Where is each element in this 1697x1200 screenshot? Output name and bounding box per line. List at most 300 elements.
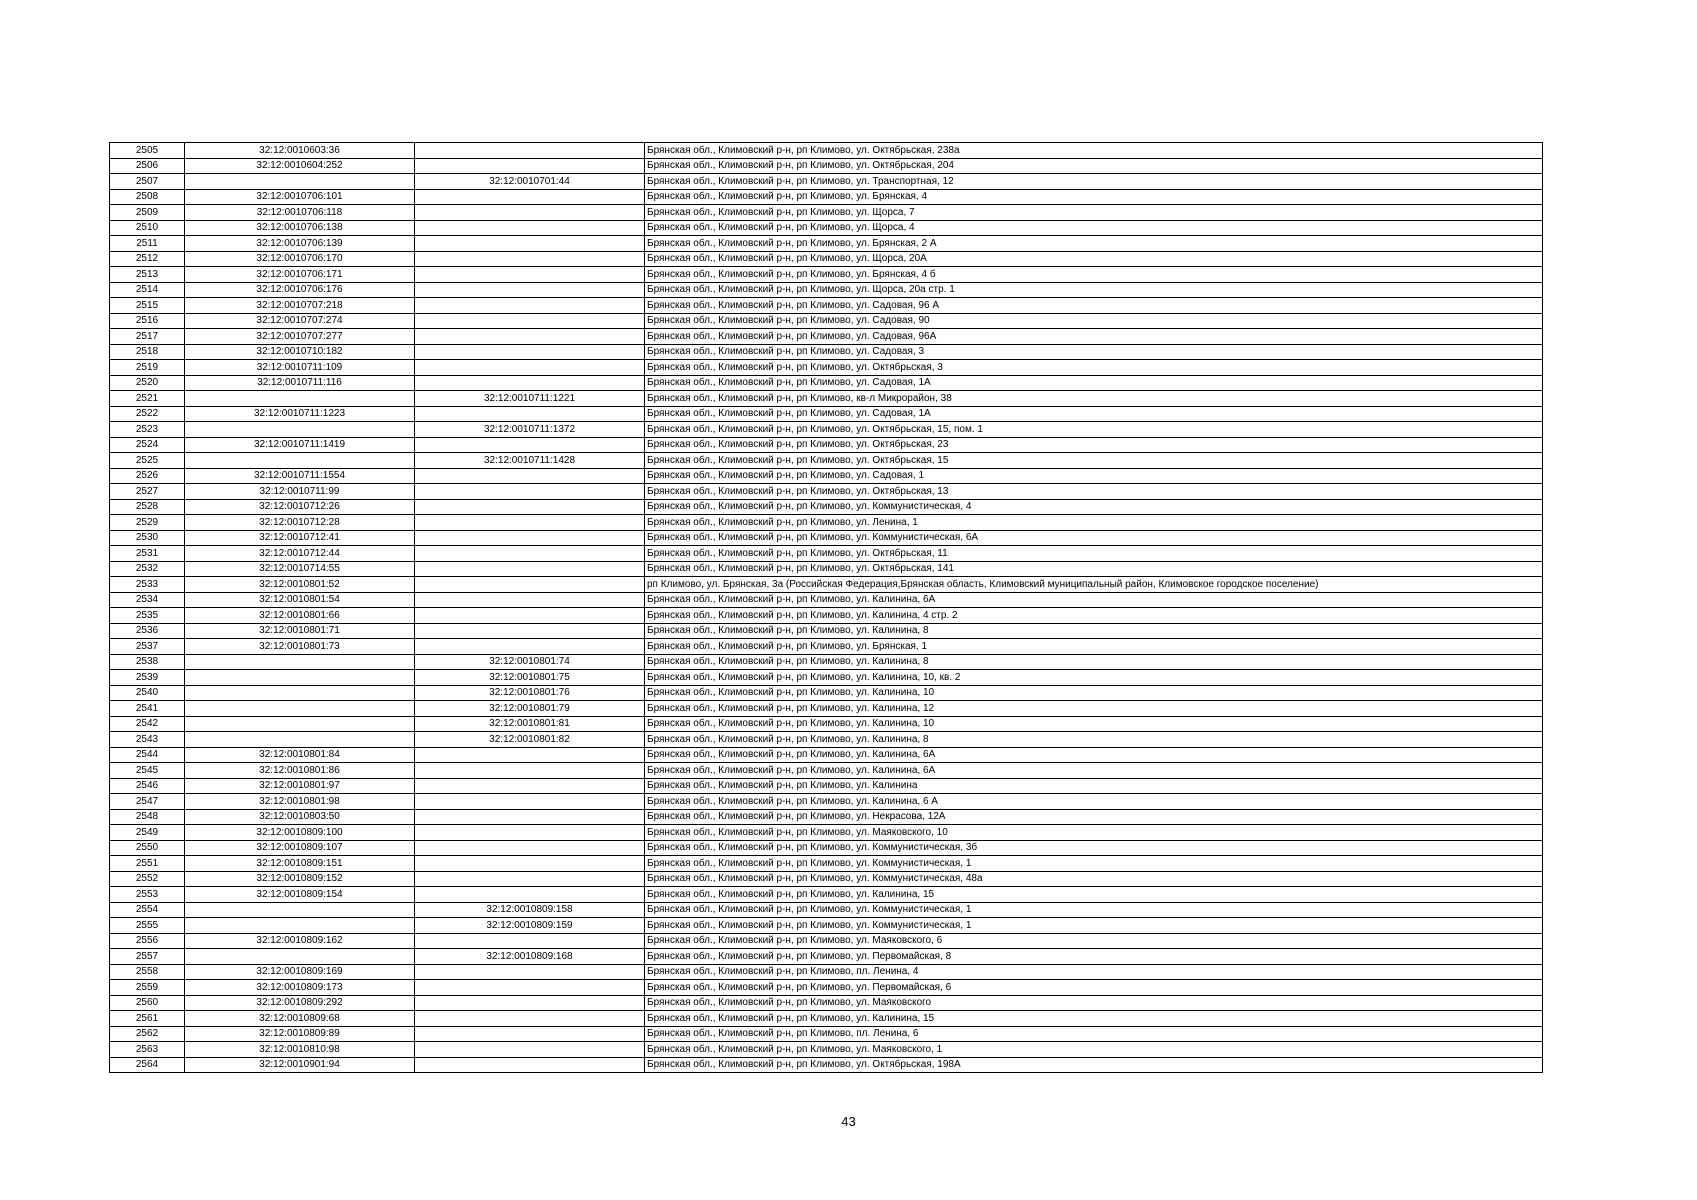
table-row (110, 577, 1543, 593)
address-cell: Брянская обл., Климовский р-н, рп Климово, кв-л Микрорайон, 38 (645, 391, 1543, 407)
row-number-cell: 2526 (110, 468, 185, 484)
row-number-cell: 2549 (110, 825, 185, 841)
row-number-cell: 2527 (110, 484, 185, 500)
cadastral-number-cell: 32:12:0010712:44 (185, 546, 415, 562)
cadastral-number-cell: 32:12:0010706:138 (185, 220, 415, 236)
cadastral-number-cell (185, 716, 415, 732)
table-row (110, 453, 1543, 469)
address-cell: рп Климово, ул. Брянская, 3а (Российская Федерация,Брянская область, Климовский муниципальный район, Климовское городское поселение) (645, 577, 1543, 593)
table-row (110, 856, 1543, 872)
cadastral-number-alt-cell (415, 189, 645, 205)
row-number-cell: 2510 (110, 220, 185, 236)
row-number-cell: 2509 (110, 205, 185, 221)
cadastral-number-alt-cell (415, 964, 645, 980)
address-cell: Брянская обл., Климовский р-н, рп Климово, ул. Садовая, 96 А (645, 298, 1543, 314)
cadastral-number-alt-cell (415, 561, 645, 577)
cadastral-number-cell: 32:12:0010801:86 (185, 763, 415, 779)
cadastral-number-cell (185, 902, 415, 918)
table-row (110, 871, 1543, 887)
address-cell: Брянская обл., Климовский р-н, рп Климово, ул. Калинина (645, 778, 1543, 794)
table-row (110, 592, 1543, 608)
cadastral-number-cell: 32:12:0010801:97 (185, 778, 415, 794)
row-number-cell: 2540 (110, 685, 185, 701)
cadastral-number-alt-cell: 32:12:0010801:79 (415, 701, 645, 717)
table-row (110, 329, 1543, 345)
cadastral-number-alt-cell (415, 143, 645, 159)
table-row (110, 205, 1543, 221)
row-number-cell: 2554 (110, 902, 185, 918)
cadastral-number-alt-cell: 32:12:0010809:168 (415, 949, 645, 965)
address-cell: Брянская обл., Климовский р-н, рп Климово, ул. Октябрьская, 3 (645, 360, 1543, 376)
table-row (110, 685, 1543, 701)
cadastral-number-alt-cell (415, 344, 645, 360)
row-number-cell: 2542 (110, 716, 185, 732)
row-number-cell: 2563 (110, 1042, 185, 1058)
cadastral-number-cell: 32:12:0010801:84 (185, 747, 415, 763)
cadastral-number-alt-cell (415, 871, 645, 887)
address-cell: Брянская обл., Климовский р-н, рп Климово, ул. Октябрьская, 204 (645, 158, 1543, 174)
address-cell: Брянская обл., Климовский р-н, рп Климово, ул. Коммунистическая, 3б (645, 840, 1543, 856)
cadastral-number-cell: 32:12:0010706:118 (185, 205, 415, 221)
table-row (110, 639, 1543, 655)
cadastral-number-cell: 32:12:0010809:107 (185, 840, 415, 856)
row-number-cell: 2520 (110, 375, 185, 391)
row-number-cell: 2548 (110, 809, 185, 825)
table-row (110, 608, 1543, 624)
row-number-cell: 2551 (110, 856, 185, 872)
cadastral-number-alt-cell: 32:12:0010801:82 (415, 732, 645, 748)
address-cell: Брянская обл., Климовский р-н, рп Климово, ул. Маяковского, 1 (645, 1042, 1543, 1058)
cadastral-number-alt-cell (415, 592, 645, 608)
row-number-cell: 2536 (110, 623, 185, 639)
table-row (110, 887, 1543, 903)
table-row (110, 530, 1543, 546)
table-row (110, 468, 1543, 484)
cadastral-number-alt-cell (415, 220, 645, 236)
cadastral-number-alt-cell (415, 1042, 645, 1058)
cadastral-number-cell: 32:12:0010801:73 (185, 639, 415, 655)
cadastral-number-alt-cell (415, 313, 645, 329)
cadastral-number-alt-cell (415, 499, 645, 515)
cadastral-number-alt-cell (415, 747, 645, 763)
cadastral-number-alt-cell (415, 1011, 645, 1027)
cadastral-number-cell: 32:12:0010809:169 (185, 964, 415, 980)
table-row (110, 344, 1543, 360)
cadastral-number-alt-cell (415, 887, 645, 903)
row-number-cell: 2558 (110, 964, 185, 980)
cadastral-number-cell: 32:12:0010809:151 (185, 856, 415, 872)
cadastral-number-alt-cell (415, 360, 645, 376)
table-row (110, 716, 1543, 732)
address-cell: Брянская обл., Климовский р-н, рп Климово, ул. Садовая, 3 (645, 344, 1543, 360)
cadastral-number-alt-cell (415, 298, 645, 314)
address-cell: Брянская обл., Климовский р-н, рп Климово, ул. Октябрьская, 11 (645, 546, 1543, 562)
address-cell: Брянская обл., Климовский р-н, рп Климово, ул. Октябрьская, 13 (645, 484, 1543, 500)
row-number-cell: 2546 (110, 778, 185, 794)
address-cell: Брянская обл., Климовский р-н, рп Климово, ул. Садовая, 1А (645, 406, 1543, 422)
cadastral-number-cell: 32:12:0010801:66 (185, 608, 415, 624)
cadastral-number-cell (185, 174, 415, 190)
row-number-cell: 2564 (110, 1057, 185, 1073)
row-number-cell: 2544 (110, 747, 185, 763)
address-cell: Брянская обл., Климовский р-н, рп Климово, ул. Брянская, 4 б (645, 267, 1543, 283)
table-row (110, 422, 1543, 438)
row-number-cell: 2539 (110, 670, 185, 686)
address-cell: Брянская обл., Климовский р-н, рп Климово, ул. Октябрьская, 15 (645, 453, 1543, 469)
page-number: 43 (841, 1114, 856, 1129)
row-number-cell: 2521 (110, 391, 185, 407)
table-row (110, 437, 1543, 453)
table-row (110, 623, 1543, 639)
table-row (110, 143, 1543, 159)
cadastral-number-alt-cell (415, 515, 645, 531)
row-number-cell: 2525 (110, 453, 185, 469)
row-number-cell: 2518 (110, 344, 185, 360)
cadastral-number-cell: 32:12:0010809:68 (185, 1011, 415, 1027)
cadastral-number-alt-cell (415, 530, 645, 546)
cadastral-number-cell: 32:12:0010710:182 (185, 344, 415, 360)
row-number-cell: 2553 (110, 887, 185, 903)
table-row (110, 1026, 1543, 1042)
row-number-cell: 2552 (110, 871, 185, 887)
cadastral-number-cell: 32:12:0010809:100 (185, 825, 415, 841)
table-row (110, 515, 1543, 531)
cadastral-number-cell: 32:12:0010604:252 (185, 158, 415, 174)
cadastral-number-alt-cell (415, 236, 645, 252)
address-cell: Брянская обл., Климовский р-н, рп Климово, ул. Щорса, 20А (645, 251, 1543, 267)
cadastral-number-cell: 32:12:0010603:36 (185, 143, 415, 159)
row-number-cell: 2535 (110, 608, 185, 624)
cadastral-number-cell: 32:12:0010809:89 (185, 1026, 415, 1042)
cadastral-number-cell: 32:12:0010809:173 (185, 980, 415, 996)
address-cell: Брянская обл., Климовский р-н, рп Климово, ул. Маяковского (645, 995, 1543, 1011)
cadastral-number-alt-cell (415, 608, 645, 624)
cadastral-number-cell (185, 670, 415, 686)
row-number-cell: 2519 (110, 360, 185, 376)
table-row (110, 747, 1543, 763)
address-cell: Брянская обл., Климовский р-н, рп Климово, ул. Октябрьская, 238а (645, 143, 1543, 159)
cadastral-number-cell: 32:12:0010706:176 (185, 282, 415, 298)
table-row (110, 236, 1543, 252)
table-row (110, 654, 1543, 670)
cadastral-number-alt-cell (415, 205, 645, 221)
cadastral-number-alt-cell (415, 251, 645, 267)
cadastral-number-alt-cell (415, 639, 645, 655)
table-row (110, 778, 1543, 794)
row-number-cell: 2514 (110, 282, 185, 298)
table-row (110, 499, 1543, 515)
address-cell: Брянская обл., Климовский р-н, рп Климово, ул. Калинина, 12 (645, 701, 1543, 717)
cadastral-number-alt-cell (415, 995, 645, 1011)
address-cell: Брянская обл., Климовский р-н, рп Климово, ул. Брянская, 4 (645, 189, 1543, 205)
cadastral-number-cell (185, 918, 415, 934)
cadastral-number-alt-cell (415, 856, 645, 872)
row-number-cell: 2557 (110, 949, 185, 965)
address-cell: Брянская обл., Климовский р-н, рп Климово, пл. Ленина, 4 (645, 964, 1543, 980)
cadastral-number-cell: 32:12:0010712:28 (185, 515, 415, 531)
cadastral-number-alt-cell (415, 1057, 645, 1073)
row-number-cell: 2522 (110, 406, 185, 422)
cadastral-number-cell: 32:12:0010706:170 (185, 251, 415, 267)
cadastral-number-cell: 32:12:0010801:54 (185, 592, 415, 608)
cadastral-number-alt-cell: 32:12:0010711:1428 (415, 453, 645, 469)
table-row (110, 313, 1543, 329)
cadastral-number-cell: 32:12:0010712:41 (185, 530, 415, 546)
cadastral-number-alt-cell (415, 546, 645, 562)
cadastral-number-alt-cell (415, 623, 645, 639)
address-cell: Брянская обл., Климовский р-н, рп Климово, ул. Садовая, 1А (645, 375, 1543, 391)
cadastral-number-cell (185, 701, 415, 717)
records-table (109, 142, 1543, 1073)
cadastral-number-cell: 32:12:0010707:274 (185, 313, 415, 329)
row-number-cell: 2508 (110, 189, 185, 205)
cadastral-number-cell (185, 732, 415, 748)
row-number-cell: 2560 (110, 995, 185, 1011)
cadastral-number-alt-cell: 32:12:0010801:76 (415, 685, 645, 701)
cadastral-number-cell: 32:12:0010711:1223 (185, 406, 415, 422)
table-row (110, 763, 1543, 779)
table-row (110, 484, 1543, 500)
cadastral-number-alt-cell: 32:12:0010801:81 (415, 716, 645, 732)
address-cell: Брянская обл., Климовский р-н, рп Климово, ул. Первомайская, 6 (645, 980, 1543, 996)
cadastral-number-alt-cell: 32:12:0010701:44 (415, 174, 645, 190)
row-number-cell: 2517 (110, 329, 185, 345)
address-cell: Брянская обл., Климовский р-н, рп Климово, ул. Калинина, 15 (645, 1011, 1543, 1027)
row-number-cell: 2507 (110, 174, 185, 190)
cadastral-number-alt-cell (415, 840, 645, 856)
table-row (110, 809, 1543, 825)
table-row (110, 933, 1543, 949)
row-number-cell: 2506 (110, 158, 185, 174)
row-number-cell: 2523 (110, 422, 185, 438)
address-cell: Брянская обл., Климовский р-н, рп Климово, ул. Калинина, 6А (645, 592, 1543, 608)
cadastral-number-alt-cell: 32:12:0010809:158 (415, 902, 645, 918)
address-cell: Брянская обл., Климовский р-н, рп Климово, ул. Садовая, 1 (645, 468, 1543, 484)
table-row (110, 360, 1543, 376)
cadastral-number-cell: 32:12:0010809:162 (185, 933, 415, 949)
row-number-cell: 2541 (110, 701, 185, 717)
address-cell: Брянская обл., Климовский р-н, рп Климово, ул. Щорса, 7 (645, 205, 1543, 221)
address-cell: Брянская обл., Климовский р-н, рп Климово, ул. Октябрьская, 23 (645, 437, 1543, 453)
records-table-body (110, 143, 1543, 1073)
cadastral-number-cell (185, 391, 415, 407)
row-number-cell: 2545 (110, 763, 185, 779)
cadastral-number-cell: 32:12:0010711:1554 (185, 468, 415, 484)
cadastral-number-cell: 32:12:0010711:99 (185, 484, 415, 500)
address-cell: Брянская обл., Климовский р-н, рп Климово, ул. Калинина, 8 (645, 623, 1543, 639)
cadastral-number-alt-cell (415, 577, 645, 593)
address-cell: Брянская обл., Климовский р-н, рп Климово, ул. Коммунистическая, 4 (645, 499, 1543, 515)
table-row (110, 825, 1543, 841)
row-number-cell: 2516 (110, 313, 185, 329)
address-cell: Брянская обл., Климовский р-н, рп Климово, ул. Коммунистическая, 6А (645, 530, 1543, 546)
table-row (110, 158, 1543, 174)
cadastral-number-alt-cell (415, 468, 645, 484)
address-cell: Брянская обл., Климовский р-н, рп Климово, ул. Калинина, 6А (645, 747, 1543, 763)
row-number-cell: 2555 (110, 918, 185, 934)
table-row (110, 670, 1543, 686)
cadastral-number-cell: 32:12:0010706:171 (185, 267, 415, 283)
address-cell: Брянская обл., Климовский р-н, рп Климово, ул. Калинина, 15 (645, 887, 1543, 903)
cadastral-number-cell: 32:12:0010809:154 (185, 887, 415, 903)
table-row (110, 391, 1543, 407)
table-row (110, 189, 1543, 205)
row-number-cell: 2559 (110, 980, 185, 996)
address-cell: Брянская обл., Климовский р-н, рп Климово, ул. Калинина, 10 (645, 716, 1543, 732)
row-number-cell: 2550 (110, 840, 185, 856)
cadastral-number-cell: 32:12:0010809:292 (185, 995, 415, 1011)
cadastral-number-alt-cell (415, 825, 645, 841)
address-cell: Брянская обл., Климовский р-н, рп Климово, ул. Октябрьская, 15, пом. 1 (645, 422, 1543, 438)
table-row (110, 794, 1543, 810)
row-number-cell: 2547 (110, 794, 185, 810)
table-row (110, 701, 1543, 717)
table-row (110, 561, 1543, 577)
cadastral-number-cell (185, 453, 415, 469)
cadastral-number-alt-cell (415, 158, 645, 174)
cadastral-number-alt-cell: 32:12:0010801:74 (415, 654, 645, 670)
address-cell: Брянская обл., Климовский р-н, рп Климово, ул. Ленина, 1 (645, 515, 1543, 531)
cadastral-number-alt-cell (415, 329, 645, 345)
cadastral-number-cell: 32:12:0010901:94 (185, 1057, 415, 1073)
address-cell: Брянская обл., Климовский р-н, рп Климово, ул. Маяковского, 10 (645, 825, 1543, 841)
address-cell: Брянская обл., Климовский р-н, рп Климово, ул. Калинина, 10, кв. 2 (645, 670, 1543, 686)
address-cell: Брянская обл., Климовский р-н, рп Климово, ул. Щорса, 20а стр. 1 (645, 282, 1543, 298)
table-row (110, 375, 1543, 391)
address-cell: Брянская обл., Климовский р-н, рп Климово, ул. Калинина, 6А (645, 763, 1543, 779)
row-number-cell: 2528 (110, 499, 185, 515)
table-row (110, 1011, 1543, 1027)
table-row (110, 298, 1543, 314)
cadastral-number-alt-cell (415, 406, 645, 422)
row-number-cell: 2513 (110, 267, 185, 283)
row-number-cell: 2532 (110, 561, 185, 577)
table-row (110, 949, 1543, 965)
address-cell: Брянская обл., Климовский р-н, рп Климово, ул. Калинина, 8 (645, 732, 1543, 748)
cadastral-number-cell: 32:12:0010714:55 (185, 561, 415, 577)
address-cell: Брянская обл., Климовский р-н, рп Климово, ул. Транспортная, 12 (645, 174, 1543, 190)
row-number-cell: 2533 (110, 577, 185, 593)
address-cell: Брянская обл., Климовский р-н, рп Климово, ул. Брянская, 2 А (645, 236, 1543, 252)
row-number-cell: 2530 (110, 530, 185, 546)
address-cell: Брянская обл., Климовский р-н, рп Климово, ул. Октябрьская, 198А (645, 1057, 1543, 1073)
cadastral-number-cell: 32:12:0010801:71 (185, 623, 415, 639)
row-number-cell: 2543 (110, 732, 185, 748)
table-row (110, 546, 1543, 562)
cadastral-number-cell: 32:12:0010712:26 (185, 499, 415, 515)
address-cell: Брянская обл., Климовский р-н, рп Климово, ул. Коммунистическая, 1 (645, 918, 1543, 934)
table-row (110, 251, 1543, 267)
address-cell: Брянская обл., Климовский р-н, рп Климово, ул. Некрасова, 12А (645, 809, 1543, 825)
address-cell: Брянская обл., Климовский р-н, рп Климово, ул. Калинина, 8 (645, 654, 1543, 670)
cadastral-number-cell: 32:12:0010707:277 (185, 329, 415, 345)
cadastral-number-alt-cell: 32:12:0010711:1372 (415, 422, 645, 438)
address-cell: Брянская обл., Климовский р-н, рп Климово, ул. Коммунистическая, 1 (645, 902, 1543, 918)
row-number-cell: 2537 (110, 639, 185, 655)
cadastral-number-alt-cell: 32:12:0010801:75 (415, 670, 645, 686)
cadastral-number-cell (185, 685, 415, 701)
address-cell: Брянская обл., Климовский р-н, рп Климово, ул. Октябрьская, 141 (645, 561, 1543, 577)
cadastral-number-cell (185, 949, 415, 965)
cadastral-number-cell: 32:12:0010711:109 (185, 360, 415, 376)
address-cell: Брянская обл., Климовский р-н, рп Климово, ул. Коммунистическая, 48а (645, 871, 1543, 887)
address-cell: Брянская обл., Климовский р-н, рп Климово, ул. Маяковского, 6 (645, 933, 1543, 949)
cadastral-number-alt-cell: 32:12:0010711:1221 (415, 391, 645, 407)
address-cell: Брянская обл., Климовский р-н, рп Климово, ул. Коммунистическая, 1 (645, 856, 1543, 872)
cadastral-number-cell: 32:12:0010711:116 (185, 375, 415, 391)
row-number-cell: 2505 (110, 143, 185, 159)
cadastral-number-alt-cell (415, 933, 645, 949)
cadastral-number-cell: 32:12:0010706:139 (185, 236, 415, 252)
table-row (110, 282, 1543, 298)
cadastral-number-alt-cell (415, 763, 645, 779)
table-row (110, 406, 1543, 422)
table-row (110, 964, 1543, 980)
table-row (110, 918, 1543, 934)
row-number-cell: 2561 (110, 1011, 185, 1027)
cadastral-number-alt-cell: 32:12:0010809:159 (415, 918, 645, 934)
cadastral-number-cell: 32:12:0010706:101 (185, 189, 415, 205)
cadastral-number-cell: 32:12:0010801:52 (185, 577, 415, 593)
table-row (110, 902, 1543, 918)
table-row (110, 980, 1543, 996)
cadastral-number-alt-cell (415, 809, 645, 825)
address-cell: Брянская обл., Климовский р-н, рп Климово, ул. Садовая, 96А (645, 329, 1543, 345)
cadastral-number-alt-cell (415, 1026, 645, 1042)
cadastral-number-alt-cell (415, 437, 645, 453)
row-number-cell: 2511 (110, 236, 185, 252)
table-row (110, 732, 1543, 748)
cadastral-number-alt-cell (415, 484, 645, 500)
cadastral-number-alt-cell (415, 980, 645, 996)
row-number-cell: 2512 (110, 251, 185, 267)
cadastral-number-alt-cell (415, 794, 645, 810)
cadastral-number-cell: 32:12:0010707:218 (185, 298, 415, 314)
row-number-cell: 2524 (110, 437, 185, 453)
row-number-cell: 2529 (110, 515, 185, 531)
cadastral-number-alt-cell (415, 375, 645, 391)
cadastral-number-alt-cell (415, 267, 645, 283)
row-number-cell: 2562 (110, 1026, 185, 1042)
cadastral-number-alt-cell (415, 778, 645, 794)
table-row (110, 995, 1543, 1011)
address-cell: Брянская обл., Климовский р-н, рп Климово, ул. Щорса, 4 (645, 220, 1543, 236)
cadastral-number-cell: 32:12:0010803:50 (185, 809, 415, 825)
table-row (110, 840, 1543, 856)
cadastral-number-cell: 32:12:0010801:98 (185, 794, 415, 810)
row-number-cell: 2556 (110, 933, 185, 949)
address-cell: Брянская обл., Климовский р-н, рп Климово, ул. Калинина, 10 (645, 685, 1543, 701)
row-number-cell: 2531 (110, 546, 185, 562)
cadastral-number-cell (185, 422, 415, 438)
cadastral-number-cell: 32:12:0010711:1419 (185, 437, 415, 453)
address-cell: Брянская обл., Климовский р-н, рп Климово, ул. Первомайская, 8 (645, 949, 1543, 965)
cadastral-number-alt-cell (415, 282, 645, 298)
table-row (110, 220, 1543, 236)
address-cell: Брянская обл., Климовский р-н, рп Климово, пл. Ленина, 6 (645, 1026, 1543, 1042)
cadastral-number-cell: 32:12:0010810:98 (185, 1042, 415, 1058)
row-number-cell: 2515 (110, 298, 185, 314)
table-row (110, 267, 1543, 283)
row-number-cell: 2534 (110, 592, 185, 608)
address-cell: Брянская обл., Климовский р-н, рп Климово, ул. Садовая, 90 (645, 313, 1543, 329)
address-cell: Брянская обл., Климовский р-н, рп Климово, ул. Брянская, 1 (645, 639, 1543, 655)
cadastral-number-cell: 32:12:0010809:152 (185, 871, 415, 887)
address-cell: Брянская обл., Климовский р-н, рп Климово, ул. Калинина, 6 А (645, 794, 1543, 810)
cadastral-number-cell (185, 654, 415, 670)
address-cell: Брянская обл., Климовский р-н, рп Климово, ул. Калинина, 4 стр. 2 (645, 608, 1543, 624)
table-row (110, 1042, 1543, 1058)
